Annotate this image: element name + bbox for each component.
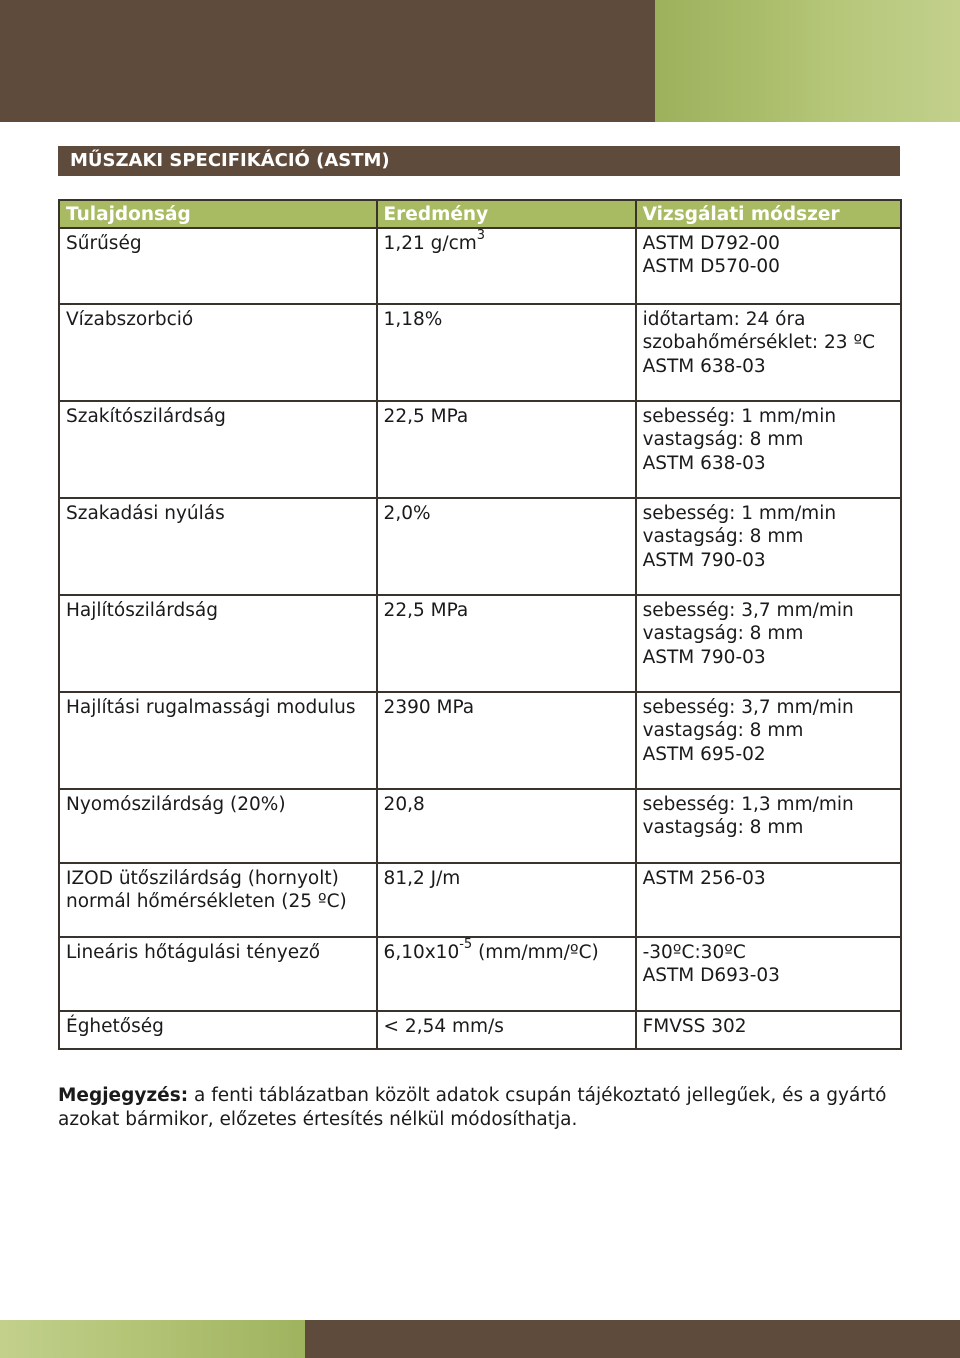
property-line: Vízabszorbció	[66, 308, 194, 330]
property-cell	[59, 498, 377, 595]
method-cell	[636, 1011, 901, 1049]
property-cell	[59, 863, 377, 937]
property-line: IZOD ütőszilárdság (hornyolt)	[66, 867, 339, 889]
result-text: < 2,54 mm/s	[383, 1015, 504, 1037]
bottom-decorative-band	[0, 1320, 960, 1358]
property-line: Hajlítási rugalmassági modulus	[66, 696, 356, 718]
result-value	[384, 696, 629, 720]
table-header-row	[59, 200, 901, 228]
result-value	[384, 867, 629, 891]
result-value	[383, 228, 629, 256]
method-cell	[636, 228, 901, 304]
table-row	[59, 228, 901, 304]
result-cell	[377, 595, 636, 692]
result-value	[384, 1015, 629, 1039]
result-superscript: 3	[476, 228, 486, 244]
spec-table	[58, 199, 902, 1050]
property-cell	[59, 789, 377, 863]
property-line: Sűrűség	[66, 232, 142, 254]
table-row	[59, 498, 901, 595]
property-line: Hajlítószilárdság	[66, 599, 218, 621]
property-line: Éghetőség	[66, 1015, 164, 1037]
result-cell	[377, 304, 636, 401]
result-cell	[377, 692, 636, 789]
header-method: Vizsgálati módszer	[636, 200, 901, 228]
method-line: sebesség: 3,7 mm/min	[642, 696, 854, 718]
result-unit: (mm/mm/ºC)	[472, 941, 599, 963]
result-text: 2,0%	[383, 502, 431, 524]
method-line: szobahőmérséklet: 23 ºC	[642, 332, 876, 353]
method-line: ASTM 256-03	[642, 867, 766, 889]
method-line: ASTM 638-03	[642, 355, 766, 377]
result-value	[384, 793, 629, 817]
table-row	[59, 692, 901, 789]
property-line: Szakadási nyúlás	[66, 502, 225, 524]
method-line: sebesség: 1 mm/min	[642, 502, 837, 524]
bottom-green-accent	[0, 1320, 305, 1358]
method-cell	[636, 692, 901, 789]
result-text: 22,5 MPa	[383, 405, 469, 427]
method-line: ASTM D693-03	[642, 965, 780, 986]
table-body	[59, 228, 901, 1049]
property-cell	[59, 1011, 377, 1049]
method-line: vastagság: 8 mm	[642, 720, 804, 741]
method-line: ASTM 790-03	[642, 549, 766, 571]
result-text: 20,8	[383, 793, 425, 815]
table-row	[59, 401, 901, 498]
result-value	[384, 599, 629, 623]
result-value	[384, 308, 629, 332]
table-row	[59, 1011, 901, 1049]
method-line: vastagság: 8 mm	[642, 526, 804, 547]
header-property: Tulajdonság	[59, 200, 377, 228]
method-cell	[636, 863, 901, 937]
table-row	[59, 595, 901, 692]
result-text: 6,10x10	[383, 941, 460, 963]
result-cell	[377, 789, 636, 863]
method-line: sebesség: 1,3 mm/min	[642, 793, 854, 815]
method-cell	[636, 304, 901, 401]
property-cell	[59, 304, 377, 401]
result-cell	[377, 1011, 636, 1049]
property-line: Szakítószilárdság	[66, 405, 226, 427]
property-cell	[59, 937, 377, 1011]
result-cell	[377, 401, 636, 498]
result-value	[384, 502, 629, 526]
method-cell	[636, 789, 901, 863]
property-cell	[59, 401, 377, 498]
result-value	[383, 937, 629, 965]
table-row	[59, 304, 901, 401]
result-cell	[377, 937, 636, 1011]
method-line: FMVSS 302	[642, 1015, 747, 1037]
method-line: sebesség: 3,7 mm/min	[642, 599, 854, 621]
result-text: 22,5 MPa	[383, 599, 469, 621]
method-line: időtartam: 24 óra	[642, 308, 806, 330]
table-row	[59, 789, 901, 863]
property-line: Lineáris hőtágulási tényező	[66, 941, 321, 963]
result-cell	[377, 228, 636, 304]
method-line: vastagság: 8 mm	[642, 429, 804, 450]
method-line: ASTM D792-00	[642, 232, 780, 254]
note-paragraph	[58, 1084, 898, 1131]
method-cell	[636, 937, 901, 1011]
note-text: a fenti táblázatban közölt adatok csupán tájékoztató jellegűek, és a gyártó azokat bármikor, előzetes értesítés nélkül módosíthatja.	[58, 1085, 887, 1130]
property-cell	[59, 692, 377, 789]
method-cell	[636, 498, 901, 595]
result-text: 81,2 J/m	[383, 867, 461, 889]
property-cell	[59, 595, 377, 692]
result-value	[384, 405, 629, 429]
method-line: vastagság: 8 mm	[642, 623, 804, 644]
method-cell	[636, 595, 901, 692]
table-row	[59, 863, 901, 937]
method-line: vastagság: 8 mm	[642, 817, 804, 838]
top-green-accent	[655, 0, 960, 122]
method-line: ASTM 638-03	[642, 452, 766, 474]
header-result: Eredmény	[377, 200, 636, 228]
table-row	[59, 937, 901, 1011]
top-decorative-band	[0, 0, 960, 122]
section-heading: MŰSZAKI SPECIFIKÁCIÓ (ASTM)	[58, 146, 900, 176]
note-label: Megjegyzés:	[58, 1085, 189, 1106]
property-cell	[59, 228, 377, 304]
property-line: Nyomószilárdság (20%)	[66, 793, 286, 815]
method-line: ASTM D570-00	[642, 256, 780, 277]
result-text: 1,18%	[383, 308, 443, 330]
method-line: ASTM 695-02	[642, 743, 766, 765]
property-line: normál hőmérsékleten (25 ºC)	[66, 891, 347, 912]
result-cell	[377, 498, 636, 595]
method-line: -30ºC:30ºC	[642, 941, 746, 963]
result-cell	[377, 863, 636, 937]
result-superscript: -5	[459, 937, 473, 953]
method-cell	[636, 401, 901, 498]
result-text: 2390 MPa	[383, 696, 475, 718]
result-text: 1,21 g/cm	[383, 232, 477, 254]
method-line: sebesség: 1 mm/min	[642, 405, 837, 427]
method-line: ASTM 790-03	[642, 646, 766, 668]
